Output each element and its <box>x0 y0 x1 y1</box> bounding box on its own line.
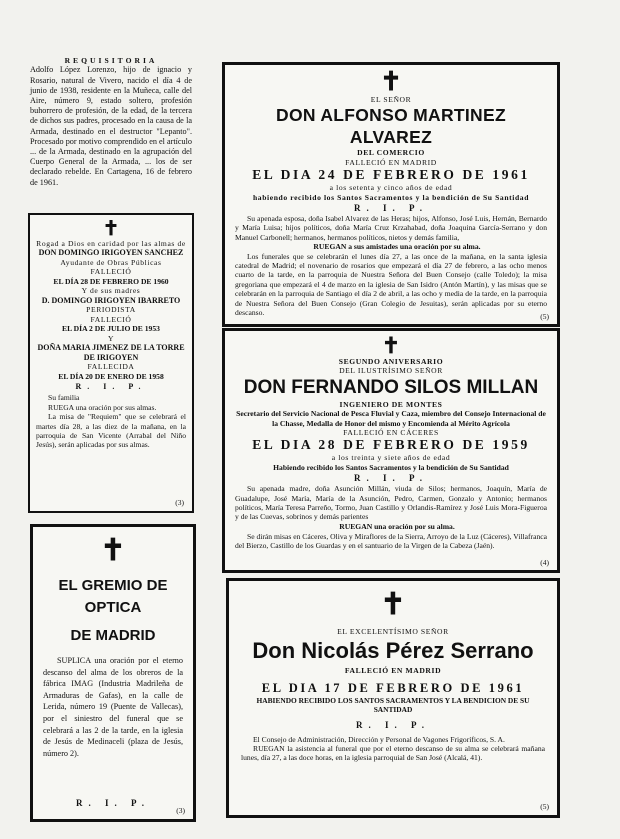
fallecio: FALLECIÓ EN CÁCERES <box>343 428 439 438</box>
rip: R. I. P. <box>76 798 150 808</box>
death-date: EL DIA 17 DE FEBRERO DE 1961 <box>261 680 525 695</box>
notice-number: (4) <box>540 558 549 567</box>
gremio-body: SUPLICA una oración por el eterno descanso del alma de los obreros de la fábrica IMAG (Industria Madrileña de Armaduras de Gafas), en la calle de Lerida, número 19 (Puente de Vallecas), por el siniestro del funeral que se celebrará a las 2 de la tarde, en la iglesia de Jesús de Medinaceli (plaza de Jesús, número 2). <box>43 656 183 758</box>
ruegan-body: RUEGAN la asistencia al funeral que por el eterno descanso de su alma se celebrará mañana lunes, día 27, a las doce horas, en la iglesia parroquial de San José (Alcalá, 41). <box>241 744 545 763</box>
rip: R. I. P. <box>354 203 428 214</box>
funeral-body: Los funerales que se celebrarán el lunes día 27, a las once de la mañana, en la santa iglesia catedral de Madrid; el novenario de rosarios que empezará el día 27 de febrero, a las ocho menos cuarto de la tarde, en la parroquia de Nuestra Señora del Buen Consejo (calle Toledo); la misa gregoriana que empezará el 4 de marzo en la iglesia de San Isidro (Antón Martín), y las misas que se celebrarán en la parroquia de Santiago el día 2 de abril, a las ocho y media de la tarde, en la parroquia de Nuestra Señora del Buen Consejo (Gran Colegio de Jesuitas), serán aplicadas por su eterno descanso. <box>235 251 547 318</box>
fallecio-2: FALLECIÓ <box>90 314 132 324</box>
fallecio: FALLECIÓ EN MADRID <box>345 157 437 167</box>
fallecio: FALLECIÓ EN MADRID <box>344 666 442 676</box>
date-1: EL DÍA 28 DE FEBRERO DE 1960 <box>53 276 169 286</box>
death-date: EL DIA 24 DE FEBRERO DE 1961 <box>252 167 530 183</box>
intro-2: DEL ILUSTRÍSIMO SEÑOR <box>339 366 443 376</box>
role: INGENIERO DE MONTES <box>339 399 443 409</box>
sacraments: habiendo recibido los Santos Sacramentos y la bendición de Su Santidad <box>252 192 530 202</box>
ruega: RUEGA una oración por sus almas. <box>48 402 157 412</box>
notice-irigoyen <box>28 213 194 513</box>
family-body: Su apenada madre, doña Asunción Millán, viuda de Silos; hermanos, Joaquín, María de Guadalupe, José María, María de la Asunción, Pedro, Carmen, Gonzalo y Antonio; hermanos políticos, María Teresa Parreño, Tormo, Juan Castillo y Orlandis-Ramírez y José Luis Mora-Figueroa y de las Cuevas, sobrinos y demás parientes <box>235 484 547 522</box>
intro-1: SEGUNDO ANIVERSARIO <box>338 357 444 366</box>
notice-optica <box>30 524 196 822</box>
gremio-title-2: DE MADRID <box>70 627 156 644</box>
fallecio-3: FALLECIDA <box>87 362 135 372</box>
notice-nicolas <box>226 578 560 818</box>
requisitoria-body: Adolfo López Lorenzo, hijo de ignacio y Rosario, natural de Vivero, nacido el día 4 de junio de 1938, residente en la Muñeca, calle del Aire, número 9, estado soltero, profesión buhorrero de profesión, de la edad, de la tercera de dichos sus padres, procesado en la causa de la Armada, destinado en el destructor "Lepanto". Procesado por motivo comprendido en el artículo ... de la Armada, destinado en la agrupación del Cuerpo General de la Armada, ... los de ser declarado rebelde. En Cartagena, 16 de febrero de 1961. <box>30 65 192 187</box>
and-mother: Y de sus madres <box>81 286 141 296</box>
rip: R. I. P. <box>354 473 428 484</box>
date-3: EL DÍA 20 DE ENERO DE 1958 <box>58 371 164 381</box>
family-body: Su apenada esposa, doña Isabel Alvarez de las Heras; hijos, Alfonso, José Luis, Hernán, Bernardo y María Luisa; hijos políticos, doña María Cruz Krzahabad, doña Joaquina García-Serrano y don Manuel Carbonell; hermanos, hermanos políticos, nietos y demás familia, <box>235 214 547 242</box>
notice-alfonso <box>222 62 560 327</box>
cross-icon: ✝ <box>380 588 406 621</box>
gremio-title-1: EL GREMIO DE OPTICA <box>58 577 168 616</box>
ruegan: RUEGAN a sus amistades una oración por su alma. <box>313 242 481 252</box>
role: DEL COMERCIO <box>357 148 425 158</box>
notice-fernando <box>222 328 560 573</box>
consejo-body: El Consejo de Administración, Dirección y Personal de Vagones Frigoríficos, S. A. <box>253 734 505 744</box>
deceased-name-1: DON DOMINGO IRIGOYEN SANCHEZ <box>38 248 184 258</box>
deceased-name: Don Nicolás Pérez Serrano <box>252 638 534 664</box>
notice-number: (5) <box>540 312 549 321</box>
cross-icon: ✝ <box>102 218 120 240</box>
cross-icon: ✝ <box>100 534 126 567</box>
requisitoria-title: REQUISITORIA <box>64 56 158 65</box>
deceased-name-3: DOÑA MARIA JIMENEZ DE LA TORRE DE IRIGOYEN <box>37 343 185 362</box>
death-date: EL DIA 28 DE FEBRERO DE 1959 <box>252 437 530 453</box>
cross-icon: ✝ <box>380 67 402 96</box>
fallecio-1: FALLECIÓ <box>90 267 132 277</box>
rip: R. I. P. <box>356 719 430 730</box>
ruegan: RUEGAN una oración por su alma. <box>339 522 455 532</box>
masses-body: Se dirán misas en Cáceres, Oliva y Miraflores de la Sierra, Arroyo de la Luz (Cáceres), Villafranca del Bierzo, Castillo de los Guardas y en el santuario de la Virgen de la Cabeza (Jaén). <box>235 531 547 551</box>
notice-body: La misa de "Requiem" que se celebrará el martes día 28, a las diez de la mañana, en la parroquia de San Vicente (Arrabal del Niño Jesús), serán aplicadas por sus almas. <box>36 412 186 450</box>
cross-icon: ✝ <box>381 333 401 358</box>
deceased-name: DON FERNANDO SILOS MILLAN <box>243 376 539 398</box>
role-1: Ayudante de Obras Públicas <box>60 258 162 267</box>
deceased-name: DON ALFONSO MARTINEZ ALVAREZ <box>276 105 506 148</box>
role-2: PERIODISTA <box>86 305 136 315</box>
notice-number: (5) <box>540 802 549 811</box>
age: a los treinta y siete años de edad <box>331 453 451 463</box>
sacraments: Habiendo recibido los Santos Sacramentos y la bendición de Su Santidad <box>273 462 509 472</box>
sacraments: HABIENDO RECIBIDO LOS SANTOS SACRAMENTOS Y LA BENDICION DE SU SANTIDAD <box>256 695 530 715</box>
role-detail: Secretario del Servicio Nacional de Pesca Fluvial y Caza, miembro del Consejo Internacional de la Chasse, Medalla de Honor del mismo y Encomienda al Mérito Agrícola <box>236 409 546 428</box>
age: a los setenta y cinco años de edad <box>329 183 453 193</box>
notice-intro: Rogad a Dios en caridad por las almas de <box>36 239 186 248</box>
family: Su familia <box>48 393 80 403</box>
deceased-name-2: D. DOMINGO IRIGOYEN IBARRETO <box>41 295 181 305</box>
rip: R. I. P. <box>75 382 147 392</box>
requisitoria <box>30 56 192 215</box>
date-2: EL DÍA 2 DE JULIO DE 1953 <box>62 324 160 334</box>
intro: EL SEÑOR <box>370 95 412 104</box>
notice-number: (3) <box>175 498 184 507</box>
intro: EL EXCELENTÍSIMO SEÑOR <box>337 627 449 636</box>
y-connector: Y <box>107 333 115 343</box>
notice-number: (3) <box>176 806 185 815</box>
